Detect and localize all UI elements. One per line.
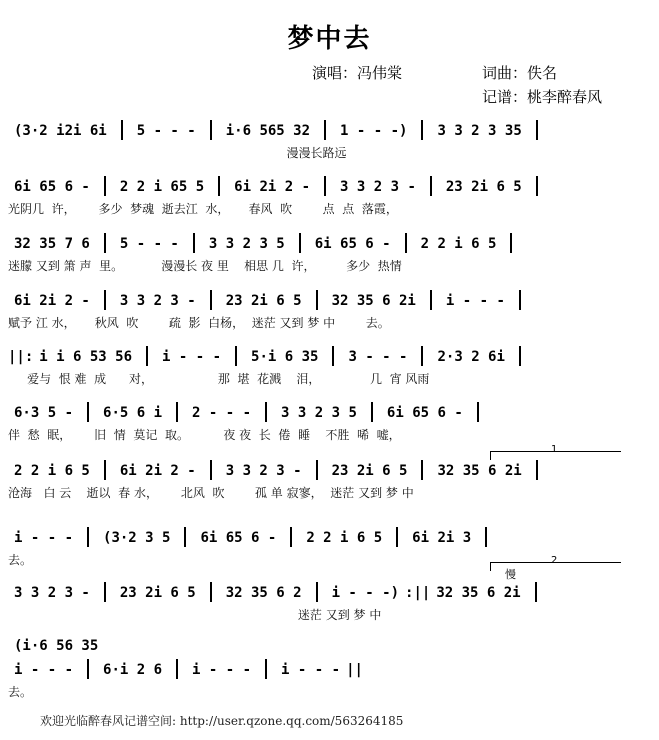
notation-row xyxy=(8,174,648,196)
bar-line xyxy=(324,120,326,140)
bar-line xyxy=(430,176,432,196)
lyric-row: 迷茫 又到 梦 中 xyxy=(8,608,382,622)
notation-row xyxy=(8,400,648,422)
measure-notes: 6·3 5 - xyxy=(14,405,74,421)
measure-notes: i - - - xyxy=(192,662,252,678)
bar-line xyxy=(176,402,178,422)
measure-notes: 6i 65 6 - xyxy=(314,236,391,252)
measure-notes: 5·i 6 35 xyxy=(251,349,319,365)
notation-row xyxy=(8,525,648,547)
notation-row xyxy=(8,344,648,366)
lyric-row: 去。 xyxy=(8,685,33,699)
lyric-row: 漫漫长路远 xyxy=(8,146,347,160)
measure-notes: 3 3 2 3 5 xyxy=(208,236,285,252)
measure-notes: 1 - - -) xyxy=(340,123,408,139)
bar-line xyxy=(324,176,326,196)
bar-line xyxy=(104,290,106,310)
bar-line xyxy=(316,582,318,602)
measure-notes: i - - - xyxy=(14,662,74,678)
bar-line xyxy=(405,233,407,253)
measure-notes: 6i 65 6 - xyxy=(14,179,90,195)
bar-line xyxy=(121,120,123,140)
lyric-row: 沧海 白 云 逝以 春 水， 北风 吹 孤 单 寂寥， 迷茫 又到 梦 中 xyxy=(8,486,414,500)
repeat-bar: || xyxy=(346,662,363,678)
measure-notes: 3 3 2 3 - xyxy=(340,179,416,195)
tempo-slow-mark: 慢 xyxy=(505,568,516,581)
measure-notes: 2 2 i 65 5 xyxy=(119,179,205,195)
transcriber-credit: 记谱：桃李醉春风 xyxy=(482,88,603,106)
notation-row xyxy=(8,118,648,140)
bar-line xyxy=(193,233,195,253)
measure-notes: 32 35 7 6 xyxy=(14,236,90,252)
lyric-row: 伴 愁 眠， 旧 情 莫记 取。 夜 夜 长 倦 睡 不胜 唏 嘘， xyxy=(8,428,401,442)
singer-credit: 演唱：冯伟棠 xyxy=(312,64,403,82)
measure-notes: i i 6 53 56 xyxy=(39,349,133,365)
measure-notes: i·6 565 32 xyxy=(225,123,311,139)
bar-line xyxy=(421,460,423,480)
bar-line xyxy=(87,402,89,422)
measure-notes: 6i 2i 2 - xyxy=(14,293,90,309)
lyric-row: 去。 xyxy=(8,553,33,567)
measure-notes: 3 3 2 3 - xyxy=(14,585,90,601)
measure-notes: 2 2 i 6 5 xyxy=(420,236,497,252)
volta-2-label: 2 xyxy=(551,555,558,566)
bar-line xyxy=(535,582,537,602)
bar-line xyxy=(421,346,423,366)
bar-line xyxy=(316,290,318,310)
notation-row-upper xyxy=(8,633,648,655)
volta-first-ending xyxy=(490,444,621,460)
bar-line xyxy=(218,176,220,196)
lyric-row: 爱与 恨 难 成 对， 那 堪 花溅 泪， 几 宵 风雨 xyxy=(8,372,430,386)
measure-notes: 5 - - - xyxy=(119,236,179,252)
measure-notes: 23 2i 6 5 xyxy=(225,293,302,309)
measure-notes: 32 35 6 2i xyxy=(437,463,522,479)
upper-notation: (i·6 56 35 xyxy=(14,638,99,654)
bar-line xyxy=(104,233,106,253)
measure-notes: 3 3 2 3 35 xyxy=(437,123,522,139)
bar-line xyxy=(265,402,267,422)
measure-notes: 32 35 6 2 xyxy=(225,585,302,601)
lyric-row: 迷朦 又到 箫 声 里。 漫漫长 夜 里 相思 几 许， 多少 热情 xyxy=(8,259,402,273)
measure-notes: 2·3 2 6i xyxy=(437,349,505,365)
bar-line xyxy=(210,582,212,602)
bar-line xyxy=(421,120,423,140)
bar-line xyxy=(176,659,178,679)
measure-notes: 6i 2i 2 - xyxy=(119,463,196,479)
bar-line xyxy=(265,659,267,679)
bar-line xyxy=(316,460,318,480)
bar-line xyxy=(485,527,487,547)
measure-notes: 6i 2i 2 - xyxy=(234,179,311,195)
measure-notes: 3 3 2 3 - xyxy=(119,293,196,309)
measure-notes: i - - - xyxy=(14,530,74,546)
bar-line xyxy=(430,290,432,310)
lyric-row: 光阴几 许， 多少 梦魂 逝去江 水， 春风 吹 点 点 落霞， xyxy=(8,202,398,216)
footer-text: 欢迎光临醉春风记谱空间: http://user.qzone.qq.com/563264185 xyxy=(40,714,404,728)
measure-notes: 6i 65 6 - xyxy=(200,530,277,546)
measure-notes: (3·2 3 5 xyxy=(103,530,171,546)
measure-notes: (3·2 i2i 6i xyxy=(14,123,107,139)
bar-line xyxy=(510,233,512,253)
composer-credit: 词曲：佚名 xyxy=(482,64,558,82)
measure-notes: 6·5 6 i xyxy=(103,405,163,421)
measure-notes: 6i 65 6 - xyxy=(386,405,463,421)
measure-notes: 6i 2i 3 xyxy=(412,530,472,546)
measure-notes: 6·i 2 6 xyxy=(103,662,163,678)
repeat-bar: :|| xyxy=(405,585,431,601)
bar-line xyxy=(519,290,521,310)
bar-line xyxy=(477,402,479,422)
bar-line xyxy=(87,659,89,679)
bar-line xyxy=(332,346,334,366)
bar-line xyxy=(104,176,106,196)
lyric-row: 赋予 江 水， 秋风 吹 疏 影 白杨， 迷茫 又到 梦 中 去。 xyxy=(8,316,390,330)
bar-line xyxy=(184,527,186,547)
measure-notes: 32 35 6 2i xyxy=(331,293,416,309)
repeat-bar: ||: xyxy=(8,349,34,365)
measure-notes: i - - - xyxy=(445,293,505,309)
bar-line xyxy=(104,582,106,602)
measure-notes: 23 2i 6 5 xyxy=(331,463,408,479)
measure-notes: 3 3 2 3 5 xyxy=(281,405,357,421)
bar-line xyxy=(87,527,89,547)
measure-notes: 23 2i 6 5 xyxy=(119,585,196,601)
measure-notes: i - - -) xyxy=(331,585,400,601)
bar-line xyxy=(104,460,106,480)
measure-notes: 32 35 6 2i xyxy=(436,585,521,601)
measure-notes: 3 - - - xyxy=(348,349,408,365)
measure-notes: 5 - - - xyxy=(136,123,196,139)
bar-line xyxy=(299,233,301,253)
song-title: 梦中去 xyxy=(287,24,372,54)
notation-row xyxy=(8,580,648,602)
notation-row xyxy=(8,458,648,480)
measure-notes: 23 2i 6 5 xyxy=(445,179,522,195)
bar-line xyxy=(290,527,292,547)
bar-line xyxy=(210,290,212,310)
volta-1-label: 1 xyxy=(551,444,558,455)
bar-line xyxy=(396,527,398,547)
bar-line xyxy=(536,460,538,480)
bar-line xyxy=(519,346,521,366)
bar-line xyxy=(210,460,212,480)
bar-line xyxy=(146,346,148,366)
bar-line xyxy=(210,120,212,140)
bar-line xyxy=(371,402,373,422)
bar-line xyxy=(536,176,538,196)
measure-notes: 2 - - - xyxy=(192,405,252,421)
notation-row xyxy=(8,288,648,310)
notation-row xyxy=(8,231,648,253)
measure-notes: 2 2 i 6 5 xyxy=(306,530,383,546)
measure-notes: 3 3 2 3 - xyxy=(225,463,302,479)
notation-row xyxy=(8,657,648,679)
measure-notes: i - - - xyxy=(162,349,222,365)
measure-notes: 2 2 i 6 5 xyxy=(14,463,90,479)
bar-line xyxy=(235,346,237,366)
bar-line xyxy=(536,120,538,140)
measure-notes: i - - - xyxy=(281,662,341,678)
